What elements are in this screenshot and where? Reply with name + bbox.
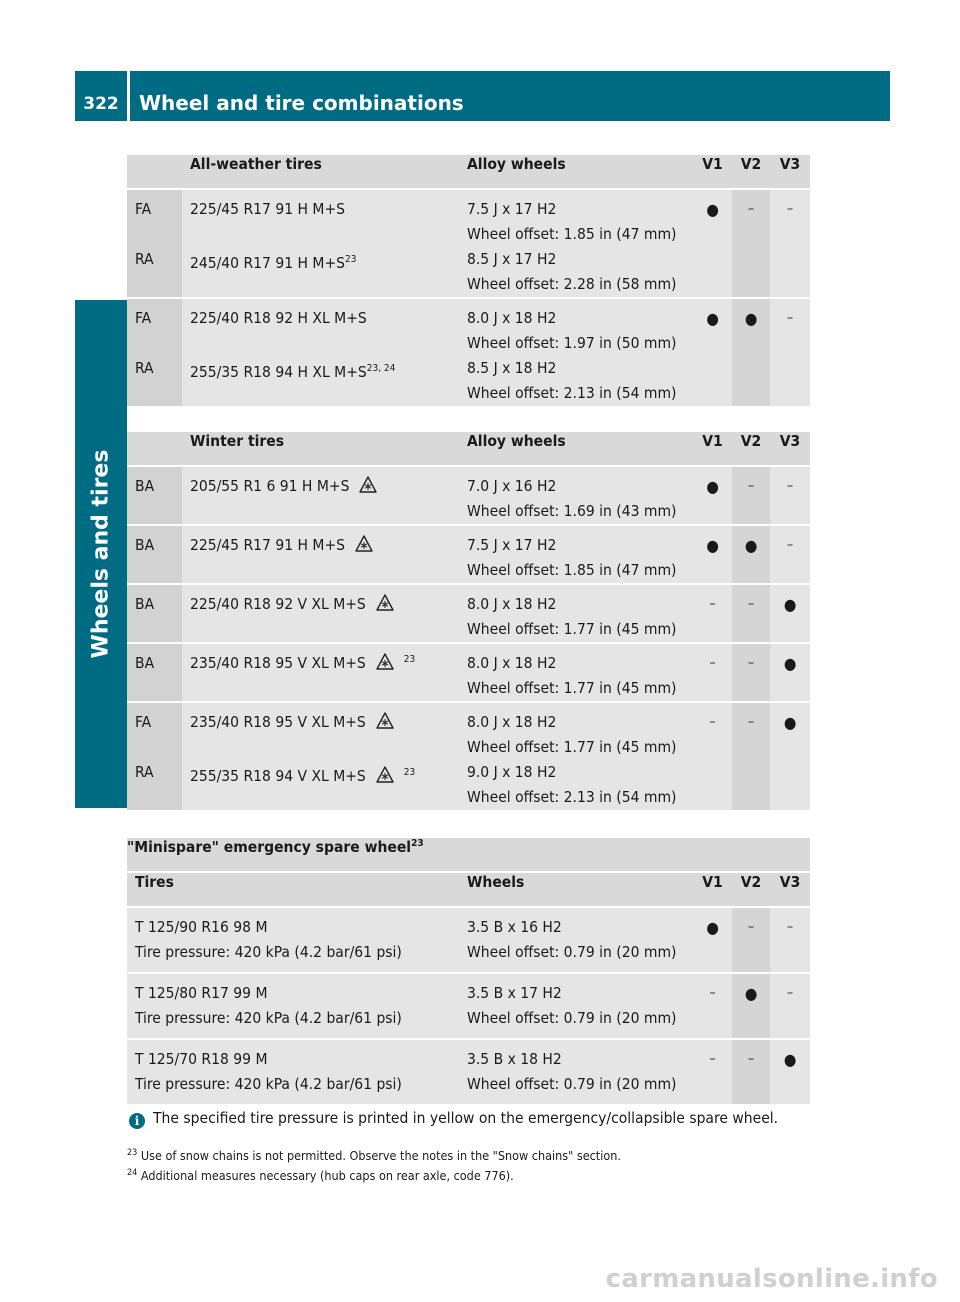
v3-mark: ● [783, 595, 797, 614]
v1-mark: – [709, 1051, 716, 1067]
section-side-tab[interactable] [75, 300, 127, 808]
axle-label: RA [135, 359, 154, 377]
wheel-size: 8.0 J x 18 H2 [467, 654, 557, 672]
table-header-row [127, 873, 810, 906]
header-tire: All-weather tires [182, 155, 459, 188]
tire-size: 225/45 R17 91 H M+S [190, 536, 345, 554]
section-side-tab-label: Wheels and tires [88, 449, 114, 659]
tire-size: 245/40 R17 91 H M+S [190, 254, 345, 272]
snowflake-mountain-icon [376, 766, 394, 784]
footnote-text: Additional measures necessary (hub caps on rear axle, code 776). [140, 1168, 514, 1183]
v2-mark: – [747, 596, 755, 612]
info-note [129, 1106, 829, 1130]
header-v3: V3 [770, 155, 810, 188]
header-wheel: Alloy wheels [459, 155, 693, 188]
table-row [127, 1040, 810, 1104]
table-header-row [127, 432, 810, 465]
footnote-ref: 23, 24 [366, 362, 396, 374]
v2-mark: – [747, 655, 755, 671]
info-icon: i [129, 1113, 145, 1129]
tire-size: 255/35 R18 94 V XL M+S [190, 767, 366, 785]
axle-label: BA [135, 536, 155, 554]
wheel-offset: Wheel offset: 2.28 in (58 mm) [467, 275, 677, 293]
v3-mark: – [786, 537, 794, 553]
v2-mark: – [747, 1051, 755, 1067]
wheel-size: 7.0 J x 16 H2 [467, 477, 557, 495]
table-row [127, 908, 810, 972]
wheel-size: 3.5 B x 18 H2 [467, 1050, 562, 1068]
header-tire: Tires [127, 873, 459, 906]
wheel-offset: Wheel offset: 0.79 in (20 mm) [467, 1075, 677, 1093]
axle-label: BA [135, 595, 155, 613]
table-row [127, 585, 810, 642]
wheel-size: 8.5 J x 17 H2 [467, 250, 557, 268]
tire-pressure: Tire pressure: 420 kPa (4.2 bar/61 psi) [135, 943, 402, 961]
v2-mark: – [747, 201, 755, 217]
footnote [127, 1146, 621, 1166]
v3-mark: – [786, 985, 794, 1001]
table-row [127, 190, 810, 297]
winter-tires-table [127, 432, 810, 810]
v1-mark: ● [706, 918, 719, 937]
tire-size: 225/40 R18 92 V XL M+S [190, 595, 366, 613]
wheel-offset: Wheel offset: 2.13 in (54 mm) [467, 788, 677, 806]
table-row [127, 703, 810, 810]
tire-size: T 125/70 R18 99 M [135, 1050, 268, 1068]
minispare-table [127, 838, 810, 1104]
v1-mark: ● [706, 536, 719, 555]
header-v3: V3 [770, 432, 810, 465]
footnote-ref: 23 [411, 837, 424, 849]
wheel-offset: Wheel offset: 1.77 in (45 mm) [467, 738, 677, 756]
tire-size: 235/40 R18 95 V XL M+S [190, 713, 366, 731]
wheel-size: 7.5 J x 17 H2 [467, 536, 557, 554]
header-wheel: Wheels [459, 873, 693, 906]
axle-label: FA [135, 309, 152, 327]
footnote-ref: 23 [403, 766, 416, 778]
v1-mark: ● [706, 200, 719, 219]
all-weather-tires-table [127, 155, 810, 406]
v1-mark: ● [706, 477, 719, 496]
header-v1: V1 [693, 432, 732, 465]
wheel-size: 3.5 B x 17 H2 [467, 984, 562, 1002]
wheel-size: 8.0 J x 18 H2 [467, 713, 557, 731]
wheel-offset: Wheel offset: 0.79 in (20 mm) [467, 943, 677, 961]
wheel-offset: Wheel offset: 1.85 in (47 mm) [467, 225, 677, 243]
tire-size: 235/40 R18 95 V XL M+S [190, 654, 366, 672]
wheel-offset: Wheel offset: 1.85 in (47 mm) [467, 561, 677, 579]
header-v2: V2 [732, 432, 770, 465]
wheel-offset: Wheel offset: 0.79 in (20 mm) [467, 1009, 677, 1027]
wheel-size: 7.5 J x 17 H2 [467, 200, 557, 218]
header-divider [127, 71, 130, 121]
v1-mark: – [709, 985, 716, 1001]
axle-label: FA [135, 713, 152, 731]
v3-mark: – [786, 478, 794, 494]
wheel-offset: Wheel offset: 1.97 in (50 mm) [467, 334, 677, 352]
info-note-text: The specified tire pressure is printed in yellow on the emergency/collapsible spare wheel. [153, 1109, 779, 1127]
footnote-text: Use of snow chains is not permitted. Observe the notes in the "Snow chains" section. [140, 1148, 621, 1163]
v2-mark: ● [744, 536, 758, 555]
v2-mark: – [747, 714, 755, 730]
v1-mark: – [709, 596, 716, 612]
v1-mark: ● [706, 309, 719, 328]
axle-label: RA [135, 250, 154, 268]
snowflake-mountain-icon [376, 653, 394, 671]
tire-size: 205/55 R1 6 91 H M+S [190, 477, 350, 495]
header-v1: V1 [693, 155, 732, 188]
v2-mark: – [747, 478, 755, 494]
header-v3: V3 [770, 873, 810, 906]
table-row [127, 526, 810, 583]
page-header [75, 71, 890, 121]
footnote-ref: 23 [403, 653, 416, 665]
table-row [127, 299, 810, 406]
header-position [127, 432, 182, 465]
tire-pressure: Tire pressure: 420 kPa (4.2 bar/61 psi) [135, 1009, 402, 1027]
wheel-offset: Wheel offset: 1.77 in (45 mm) [467, 679, 677, 697]
table-title-row [127, 838, 810, 871]
header-v1: V1 [693, 873, 732, 906]
page-title: Wheel and tire combinations [139, 91, 464, 115]
v3-mark: ● [783, 713, 797, 732]
axle-label: BA [135, 654, 155, 672]
header-v2: V2 [732, 155, 770, 188]
wheel-offset: Wheel offset: 1.77 in (45 mm) [467, 620, 677, 638]
wheel-offset: Wheel offset: 1.69 in (43 mm) [467, 502, 677, 520]
wheel-size: 3.5 B x 16 H2 [467, 918, 562, 936]
wheel-size: 8.5 J x 18 H2 [467, 359, 557, 377]
tire-pressure: Tire pressure: 420 kPa (4.2 bar/61 psi) [135, 1075, 402, 1093]
footnote [127, 1166, 621, 1186]
page-number: 322 [83, 94, 119, 114]
table-row [127, 644, 810, 701]
header-v2: V2 [732, 873, 770, 906]
snowflake-mountain-icon [376, 594, 394, 612]
snowflake-mountain-icon [355, 535, 373, 553]
v2-mark: – [747, 919, 755, 935]
footnote-ref: 23 [345, 253, 357, 265]
wheel-size: 9.0 J x 18 H2 [467, 763, 557, 781]
axle-label: FA [135, 200, 152, 218]
table-row [127, 467, 810, 524]
snowflake-mountain-icon [359, 476, 377, 494]
tire-size: 225/45 R17 91 H M+S [190, 200, 345, 218]
wheel-size: 8.0 J x 18 H2 [467, 309, 557, 327]
wheel-offset: Wheel offset: 2.13 in (54 mm) [467, 384, 677, 402]
tire-size: T 125/80 R17 99 M [135, 984, 268, 1002]
watermark: carmanualsonline.info [605, 1264, 938, 1294]
wheel-size: 8.0 J x 18 H2 [467, 595, 557, 613]
v3-mark: ● [783, 654, 797, 673]
axle-label: RA [135, 763, 154, 781]
table-title: "Minispare" emergency spare wheel [127, 838, 412, 856]
header-tire: Winter tires [182, 432, 459, 465]
tire-size: T 125/90 R16 98 M [135, 918, 268, 936]
axle-label: BA [135, 477, 155, 495]
v3-mark: – [786, 919, 794, 935]
table-header-row [127, 155, 810, 188]
v3-mark: ● [783, 1050, 797, 1069]
v3-mark: – [786, 310, 794, 326]
footnote-number: 23 [127, 1147, 138, 1158]
tire-size: 255/35 R18 94 H XL M+S [190, 363, 367, 381]
tire-size: 225/40 R18 92 H XL M+S [190, 309, 367, 327]
table-row [127, 974, 810, 1038]
header-position [127, 155, 182, 188]
v1-mark: – [709, 714, 716, 730]
footnotes [127, 1146, 621, 1186]
v3-mark: – [786, 201, 794, 217]
v2-mark: ● [744, 984, 758, 1003]
header-wheel: Alloy wheels [459, 432, 693, 465]
footnote-number: 24 [127, 1167, 138, 1178]
v1-mark: – [709, 655, 716, 671]
v2-mark: ● [744, 309, 758, 328]
snowflake-mountain-icon [376, 712, 394, 730]
